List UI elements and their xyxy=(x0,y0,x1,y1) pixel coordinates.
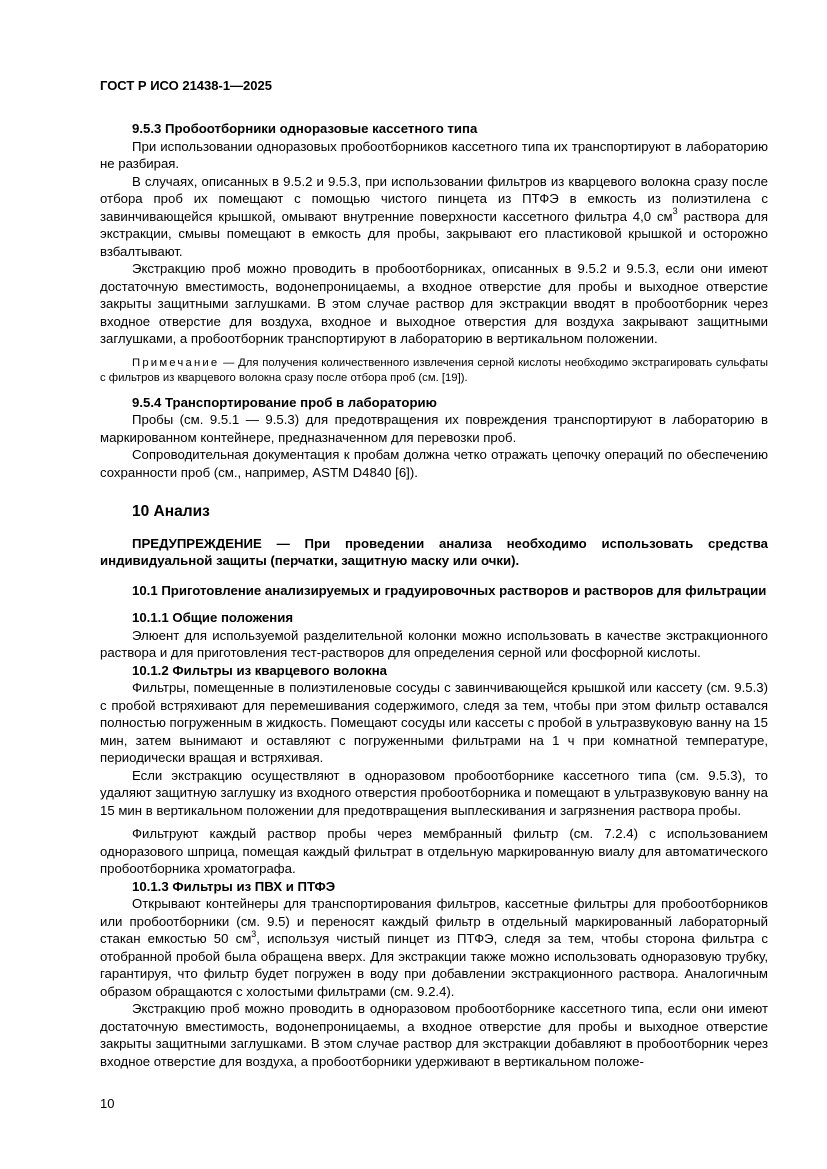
heading-10-1: 10.1 Приготовление анализируемых и градуировочных растворов и растворов для фильтрации xyxy=(132,582,767,598)
paragraph: Фильтруют каждый раствор пробы через мембранный фильтр (см. 7.2.4) с использованием одноразового шприца, помещая каждый фильтрат в отдельную маркированную виалу для автоматического пробоотборника хроматографа. xyxy=(100,826,768,876)
document-header: ГОСТ Р ИСО 21438-1—2025 xyxy=(100,78,272,93)
paragraph: Пробы (см. 9.5.1 — 9.5.3) для предотвращения их повреждения транспортируют в лабораторию в маркированном контейнере, предназначенном для перевозки проб. xyxy=(100,412,768,445)
note-label: Примечание xyxy=(132,356,220,369)
page-number: 10 xyxy=(100,1096,115,1111)
note-text: — Для получения количественного извлечения серной кислоты необходимо экстрагировать сульфаты с фильтров из кварцевого волокна сразу после отбора проб (см. [19]). xyxy=(100,356,768,384)
note xyxy=(100,356,768,386)
paragraph: Если экстракцию осуществляют в одноразовом пробоотборнике кассетного типа (см. 9.5.3), то удаляют защитную заглушку из входного отверстия пробоотборника и помещают в ультразвуковую ванну на 15 мин в вертикальном положении для предотвращения выплескивания и загрязнения раствора пробы. xyxy=(100,767,768,818)
heading-9-5-4: 9.5.4 Транспортирование проб в лабораторию xyxy=(132,394,437,410)
paragraph: Элюент для используемой разделительной колонки можно использовать в качестве экстракционного раствора и для приготовления тест-растворов для определения серной или фосфорной кислоты. xyxy=(100,627,768,660)
paragraph: В случаях, описанных в 9.5.2 и 9.5.3, при использовании фильтров из кварцевого волокна сразу после отбора проб их помещают с помощью чистого пинцета из ПТФЭ в емкость из полиэтилена с завинчивающейся крышкой, омывают внутренние поверхности кассетного фильтра 4,0 $см^3$ раствора для экстракции, смывы помещают в емкость для пробы, закрывают его пластиковой крышкой и осторожно взбалтывают. xyxy=(100,173,768,259)
heading-10-1-2: 10.1.2 Фильтры из кварцевого волокна xyxy=(132,662,387,678)
paragraph: Сопроводительная документация к пробам должна четко отражать цепочку операций по обеспечению сохранности проб (см., например, ASTM D4840 [6]). xyxy=(100,447,768,480)
warning: ПРЕДУПРЕЖДЕНИЕ — При проведении анализа необходимо использовать средства индивидуальной защиты (перчатки, защитную маску или очки). xyxy=(100,535,768,568)
heading-9-5-3: 9.5.3 Пробоотборники одноразовые кассетного типа xyxy=(132,121,478,136)
paragraph: При использовании одноразовых пробоотборников кассетного типа их транспортируют в лабораторию не разбирая. xyxy=(100,138,768,171)
section-heading-10: 10 Анализ xyxy=(132,503,210,520)
paragraph: Экстракцию проб можно проводить в одноразовом пробоотборнике кассетного типа, если они имеют достаточную вместимость, водонепроницаемы, а входное отверстие для пробы и выходное отверстие закрыты защитными заглушками. В этом случае раствор для экстракции добавляют в пробоотборник через входное отверстие для воздуха, а пробоотборники удерживают в вертикальном положе- xyxy=(100,1001,768,1069)
paragraph: Фильтры, помещенные в полиэтиленовые сосуды с завинчивающейся крышкой или кассету (см. 9.5.3) с пробой встряхивают для перемешивания содержимого, следя за тем, чтобы при этом фильтр оставался полностью погруженным в жидкость. Помещают сосуды или кассеты с пробой в ультразвуковую ванну на 15 мин, затем вынимают и оставляют с погруженными фильтрами на 1 ч при комнатной температуре, периодически вращая и встряхивая. xyxy=(100,680,768,765)
paragraph: Экстракцию проб можно проводить в пробоотборниках, описанных в 9.5.2 и 9.5.3, если они имеют достаточную вместимость, водонепроницаемы, а входное отверстие для пробы и выходное отверстие закрыты защитными заглушками. В этом случае раствор для экстракции вводят в пробоотборник через входное отверстие для воздуха, входное и выходное отверстия для воздуха закрывают защитными заглушками, а пробоотборник транспортируют в лабораторию в вертикальном положении. xyxy=(100,261,768,346)
heading-10-1-3: 10.1.3 Фильтры из ПВХ и ПТФЭ xyxy=(132,878,336,894)
heading-10-1-1: 10.1.1 Общие положения xyxy=(132,610,294,625)
paragraph: Открывают контейнеры для транспортирования фильтров, кассетные фильтры для пробоотборников или пробоотборники (см. 9.5) и переносят каждый фильтр в отдельный маркированный лабораторный стакан емкостью 50 $см^3$, используя чистый пинцет из ПТФЭ, следя за тем, чтобы сторона фильтра с отобранной пробой была обращена вверх. Для экстракции также можно использовать одноразовую трубку, гарантируя, что фильтр будет погружен в воду при добавлении экстракционного раствора. Аналогичным образом обращаются с холостыми фильтрами (см. 9.2.4). xyxy=(100,896,768,999)
document-body xyxy=(100,120,768,1070)
